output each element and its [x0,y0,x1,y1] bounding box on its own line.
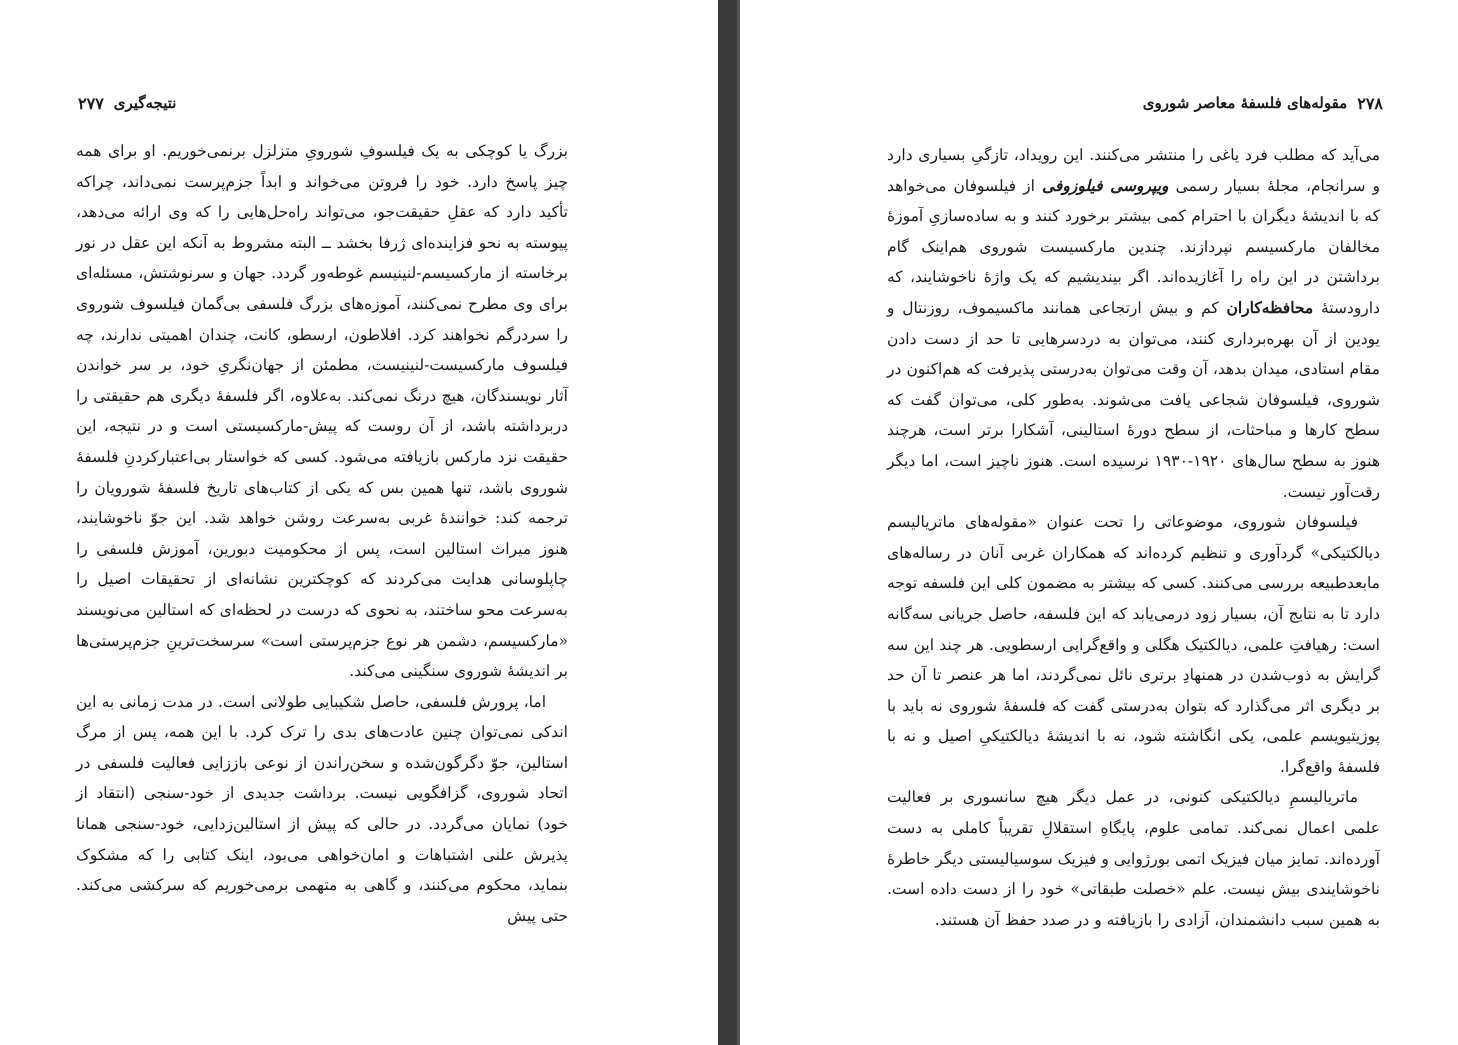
left-page-header [78,90,176,116]
text-run: از فیلسوفان می‌خواهد که با اندیشهٔ دیگران با احترام کمی بیشتر برخورد کنند و به ساده‌سازیِ آموزهٔ مخالفان مارکسیسم نپردازند. چندین مارکسیست شوروی هم‌اینک گام برداشتن در این راه را آغازیده‌اند. اگر بیندیشیم که یک واژهٔ ناخوشایند، که دارودستهٔ [887,176,1381,317]
journal-title: ویپروسی فیلوزوفی [1042,175,1169,195]
left-page-body [76,136,568,931]
paragraph: فیلسوفان شوروی، موضوعاتی را تحت عنوان «مقوله‌های ماتریالیسم دیالکتیکی» گردآوری و تنظیم کرده‌اند که همکاران غربی آنان در رساله‌های مابعدطبیعه بررسی می‌کنند. کسی که بیشتر به مضمون کلی این فلسفه توجه دارد تا به نتایج آن، بسیار زود درمی‌یابد که این فلسفه، حاصل جریانی سه‌گانه است: رهیافتِ علمی، دیالکتیک هگلی و واقع‌گرایی ارسطویی. هر چند این سه گرایش به ذوب‌شدن در همنهادِ برتری نائل نمی‌گردند، اما هر عنصر تا آن حد بر دیگری اثر می‌گذارد که بتوان به‌درستی گفت که فلسفهٔ شوروی نه باید با پوزیتیویسم علمی، یکی انگاشته شود، نه با اندیشهٔ دیالکتیکیِ اصیل و نه با فلسفهٔ واقع‌گرا. [887,513,1380,776]
page-number: ۲۷۷ [78,93,104,113]
text-run: کم و بیش ارتجاعی همانند ماکسیموف، روزنتال و یودین از آن بهره‌برداری کنند، می‌توان به دردسرهایی تا حد از دست دادن مقام استادی، میدان بدهد، آن وقت می‌توان به‌درستی پذیرفت که هم‌اکنون در شوروی، فیلسوفان شجاعی یافت می‌شوند. به‌طور کلی، می‌توان گفت که سطح کارها و مباحثات، از سطح دورهٔ استالینی، آشکارا برتر است، هرچند هنوز به سطح سال‌های ۱۹۲۰-۱۹۳۰ نرسیده است. هنوز ناچیز است، اما دیگر رقت‌آور نیست. [887,298,1380,501]
paragraph [887,140,1380,507]
right-page-header [1143,90,1383,116]
right-page-body [887,140,1380,935]
running-title: نتیجه‌گیری [113,94,177,112]
right-page [740,0,1458,1045]
text-run: می‌آید که مطلب فرد یاغی را منتشر می‌کنند. این رویداد، تازگیِ بسیاری دارد و سرانجام، مجلهٔ بسیار رسمی [887,146,1380,195]
emphasized-term: محافظه‌کاران [1226,297,1314,317]
paragraph: بزرگ یا کوچکی به یک فیلسوفِ شورویِ متزلزل برنمی‌خوریم. او برای همه چیز پاسخ دارد. خود را فروتن می‌خواند و ابداً جزم‌پرست نمی‌داند، چراکه تأکید دارد که عقلِ حقیقت‌جو، می‌تواند راه‌حل‌هایی را که وی ارائه می‌دهد، پیوسته به نحو فزاینده‌ای ژرفا بخشد ــ البته مشروط به آنکه این عقل در نور برخاسته از مارکسیسم-لنینیسم غوطه‌ور گردد. جهان و سرنوشتش، مسئله‌ای برای وی مطرح نمی‌کنند، آموزه‌های بزرگ فلسفی بی‌گمان فیلسوف شوروی را سردرگم نخواهند کرد. افلاطون، ارسطو، کانت، چندان اهمیتی ندارند، چه فیلسوف مارکسیست-لنینیست، مطمئن از جهان‌نگریِ خود، بر سر خواندن آثار نویسندگان، هیچ درنگ نمی‌کند. به‌علاوه، اگر فلسفهٔ دیگری هم حقیقتی را دربرداشته باشد، از آن روست که پیش-مارکسیستی است و در نتیجه، این حقیقت نزد مارکس بازیافته می‌شود. کسی که خواستار بی‌اعتبارکردنِ فلسفهٔ شوروی باشد، تنها همین بس که یکی از کتاب‌های تاریخ فلسفهٔ شورویان را ترجمه کند: خوانندهٔ غربی به‌سرعت روشن خواهد شد. این جوّ ناخوشایند، هنوز میراث استالین است، پس از محکومیت دبورین، آموزش فلسفی را چاپلوسانی هدایت می‌کردند که کوچکترین نشانه‌ای از تحقیقات اصیل را به‌سرعت محو ساختند، به نحوی که درست در لحظه‌ای که استالین می‌نویسند «مارکسیسم، دشمن هر نوع جزم‌پرستی است» سرسخت‌ترینِ جزم‌پرستی‌ها بر اندیشهٔ شوروی سنگینی می‌کند. [76,142,568,681]
paragraph: اما، پرورش فلسفی، حاصل شکیبایی طولانی است. در مدت زمانی به این اندکی نمی‌توان چنین عادت‌های بدی را ترک کرد. با این همه، پس از مرگ استالین، جوّ دگرگون‌شده و سخن‌راندن از نوعی باززایی فعالیت فلسفی در اتحاد شوروی، گزافگویی نیست. برداشت جدیدی از خود-سنجی (انتقاد از خود) نمایان می‌گردد. در حالی که پیش از استالین‌زدایی، خود-سنجی همانا پذیرش علنی اشتباهات و امان‌خواهی می‌بود، اینک کتابی را که مشکوک بنماید، محکوم می‌کنند، و گاهی به متهمی برمی‌خوریم که سرکشی می‌کند. حتی پیش [76,692,568,925]
paragraph: ماتریالیسمِ دیالکتیکی کنونی، در عمل دیگر هیچ سانسوری بر فعالیت علمی اعمال نمی‌کند. تمامی علوم، پایگاهِ استقلالِ تقریباً کاملی به دست آورده‌اند. تمایز میان فیزیک اتمی بورژوایی و فیزیک سوسیالیستی دیگر خاطرهٔ ناخوشایندی بیش نیست. علم «خصلت طبقاتی» خود را از دست داده است. به همین سبب دانشمندان، آزادی را بازیافته و در صدد حفظ آن هستند. [886,788,1380,929]
page-number: ۲۷۸ [1357,93,1383,113]
left-page [0,0,718,1045]
book-spine [718,0,740,1045]
running-title: مقوله‌های فلسفهٔ معاصر شوروی [1142,94,1348,112]
